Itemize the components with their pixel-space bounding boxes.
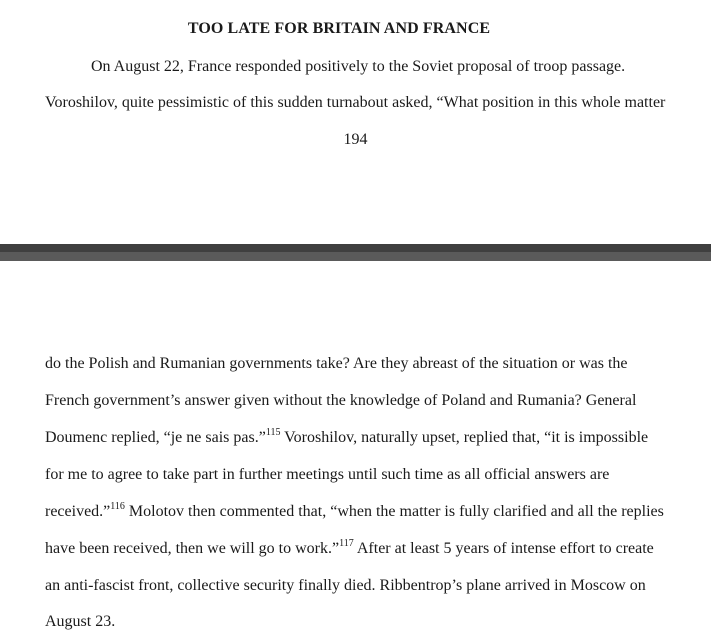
page-number: 194 — [343, 131, 368, 148]
line-text: Molotov then commented that, “when the matter is fully clarified and all the replies — [124, 503, 664, 520]
paragraph-line — [45, 429, 648, 447]
footnote-ref: 117 — [339, 538, 354, 549]
paragraph-line: for me to agree to take part in further meetings until such time as all official answers are — [45, 466, 610, 483]
page-separator-shadow — [0, 244, 711, 252]
footnote-ref: 115 — [265, 427, 281, 438]
footnote-ref: 116 — [110, 501, 125, 512]
line-text: have been received, then we will go to work.” — [45, 540, 340, 557]
section-heading: TOO LATE FOR BRITAIN AND FRANCE — [187, 20, 491, 37]
paragraph-line — [45, 503, 664, 521]
paragraph-line: do the Polish and Rumanian governments take? Are they abreast of the situation or was the — [45, 355, 628, 372]
line-text: received.” — [45, 503, 111, 520]
line-text: After at least 5 years of intense effort to create — [353, 540, 654, 557]
page-separator — [0, 244, 711, 261]
paragraph-line: On August 22, France responded positively to the Soviet proposal of troop passage. — [91, 58, 626, 75]
line-text: Doumenc replied, “je ne sais pas.” — [45, 429, 266, 446]
page-top — [0, 0, 711, 244]
paragraph-line: French government’s answer given without the knowledge of Poland and Rumania? General — [45, 392, 637, 409]
paragraph-line: an anti-fascist front, collective security finally died. Ribbentrop’s plane arrived in Moscow on — [45, 577, 646, 594]
paragraph-line — [45, 540, 654, 558]
line-text: Voroshilov, naturally upset, replied that, “it is impossible — [280, 429, 649, 446]
paragraph-line: August 23. — [45, 613, 116, 630]
paragraph-line: Voroshilov, quite pessimistic of this sudden turnabout asked, “What position in this whole matter — [45, 94, 666, 111]
